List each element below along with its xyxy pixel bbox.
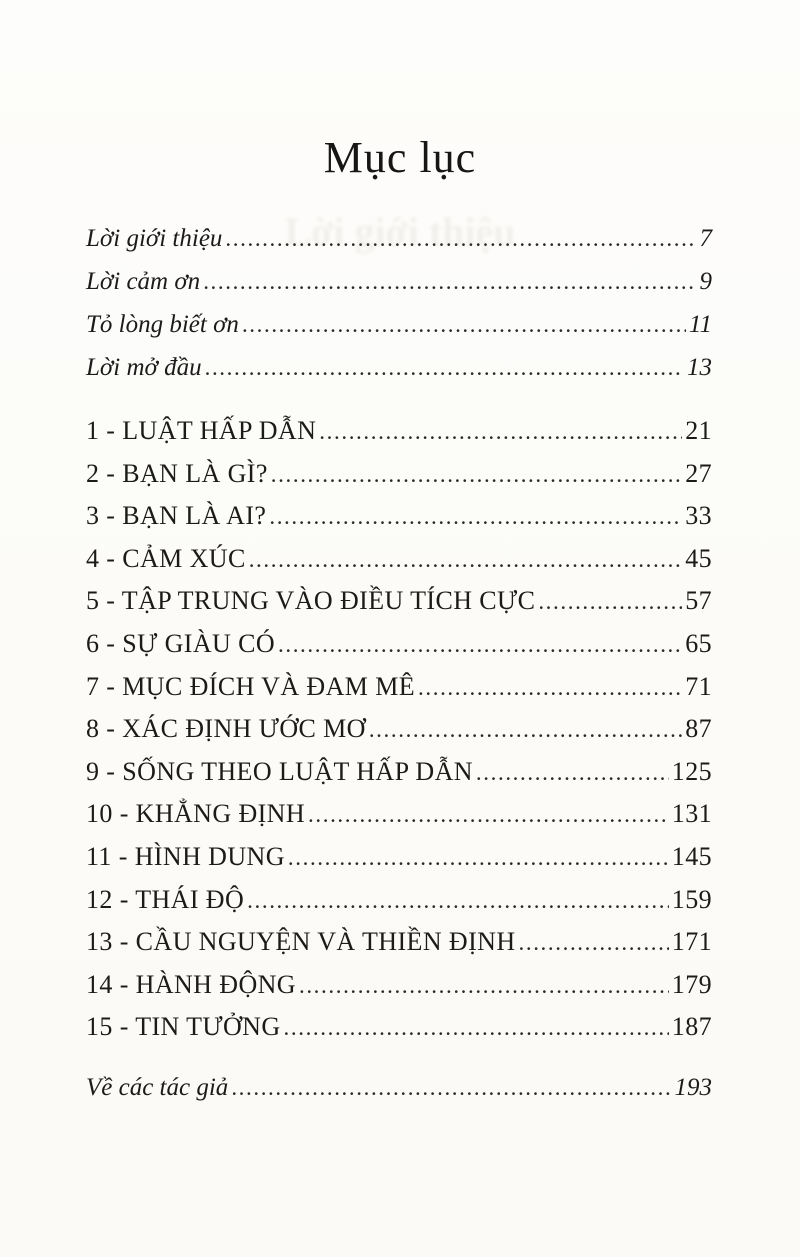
toc-entry-page: 187 (671, 1012, 712, 1042)
dot-leader (247, 885, 669, 915)
toc-entry (86, 586, 712, 629)
dot-leader (231, 1074, 671, 1102)
toc-entry (86, 970, 712, 1013)
toc-entry-page: 11 (688, 311, 712, 338)
toc-entry-page: 21 (685, 416, 712, 445)
toc-entry-page: 125 (671, 756, 712, 786)
toc-entry-label: 11 - HÌNH DUNG (86, 841, 285, 871)
toc-entry (86, 544, 712, 587)
toc-entry-label: 15 - TIN TƯỞNG (86, 1012, 281, 1042)
toc-entry (86, 354, 712, 397)
dot-leader (519, 927, 669, 957)
toc-entry-label: 7 - MỤC ĐÍCH VÀ ĐAM MÊ (86, 671, 416, 701)
toc-entry (86, 927, 712, 970)
dot-leader (278, 629, 682, 659)
toc-entry (86, 672, 712, 715)
back-matter-list (86, 1055, 712, 1117)
toc-entry-page: 13 (687, 354, 712, 381)
toc-entry-page: 45 (685, 543, 712, 573)
chapter-list (86, 397, 712, 1055)
toc-entry-label: 2 - BẠN LÀ GÌ? (86, 458, 268, 488)
toc-entry (86, 1074, 712, 1117)
toc-entry-page: 145 (671, 841, 712, 871)
toc-entry (86, 459, 712, 502)
dot-leader (284, 1012, 669, 1042)
toc-entry (86, 714, 712, 757)
toc-entry-page: 179 (671, 969, 712, 999)
toc-entry-label: 1 - LUẬT HẤP DẪN (86, 416, 317, 445)
toc-entry-label: 3 - BẠN LÀ AI? (86, 501, 267, 531)
toc-entry-page: 33 (685, 501, 712, 531)
dot-leader (418, 672, 682, 702)
toc-entry (86, 885, 712, 928)
dot-leader (271, 459, 682, 489)
toc-entry-label: 14 - HÀNH ĐỘNG (86, 969, 296, 999)
toc-entry-label: 9 - SỐNG THEO LUẬT HẤP DẪN (86, 756, 473, 786)
toc-entry (86, 501, 712, 544)
toc-entry-page: 131 (671, 799, 712, 829)
toc-entry-page: 7 (699, 225, 712, 252)
toc-entry-page: 171 (671, 927, 712, 957)
page-title: Mục lục (323, 133, 477, 182)
toc-entry-label: Lời mở đầu (86, 354, 202, 381)
dot-leader (319, 416, 682, 446)
toc-entry-page: 57 (685, 586, 712, 616)
dot-leader (225, 225, 696, 253)
dot-leader (288, 842, 669, 872)
dot-leader (249, 544, 682, 574)
toc-entry (86, 799, 712, 842)
dot-leader (205, 354, 684, 382)
dot-leader (369, 714, 682, 744)
toc-entry-label: 12 - THÁI ĐỘ (86, 884, 245, 914)
toc-entry-label: 10 - KHẲNG ĐỊNH (86, 799, 306, 829)
toc-entry (86, 629, 712, 672)
toc-entry (86, 311, 712, 354)
toc-entry-label: Lời cảm ơn (86, 268, 201, 295)
dot-leader (269, 501, 682, 531)
front-matter-list (86, 183, 712, 397)
toc-entry (86, 268, 712, 311)
toc-entry-label: 8 - XÁC ĐỊNH ƯỚC MƠ (86, 714, 366, 744)
toc-entry-page: 9 (699, 268, 712, 295)
toc-entry-label: Lời giới thiệu (86, 225, 223, 252)
toc-entry-label: Tỏ lòng biết ơn (86, 311, 239, 338)
toc-entry-page: 193 (674, 1073, 712, 1101)
toc-entry-page: 159 (671, 884, 712, 914)
toc-entry (86, 225, 712, 268)
toc-entry (86, 1012, 712, 1055)
toc-entry-page: 71 (685, 671, 712, 701)
dot-leader (203, 268, 696, 296)
toc-entry-label: 6 - SỰ GIÀU CÓ (86, 628, 275, 658)
toc-entry-page: 27 (685, 458, 712, 488)
dot-leader (476, 757, 669, 787)
toc-entry-page: 65 (685, 628, 712, 658)
dot-leader (242, 311, 686, 339)
toc-entry-label: 13 - CẦU NGUYỆN VÀ THIỀN ĐỊNH (86, 927, 516, 957)
toc-entry-page: 87 (685, 714, 712, 744)
toc-entry (86, 842, 712, 885)
toc-entry (86, 757, 712, 800)
dot-leader (538, 586, 682, 616)
toc-entry (86, 416, 712, 459)
dot-leader (299, 970, 669, 1000)
showthrough-ghost-text: Lời giới thiệu (284, 209, 516, 254)
dot-leader (308, 799, 669, 829)
toc-entry-label: 5 - TẬP TRUNG VÀO ĐIỀU TÍCH CỰC (86, 586, 536, 616)
toc-entry-label: Về các tác giả (86, 1073, 229, 1101)
toc-entry-label: 4 - CẢM XÚC (86, 543, 246, 573)
